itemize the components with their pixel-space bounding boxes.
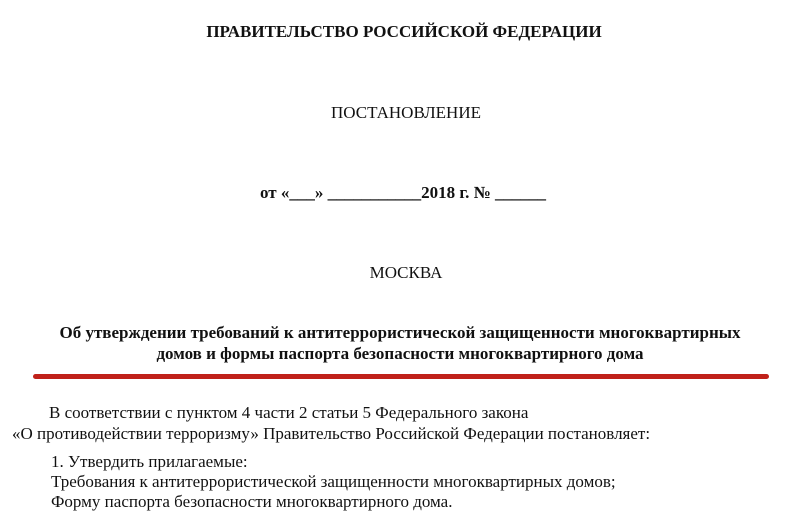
item-1-requirements: Требования к антитеррористической защищенности многоквартирных домов; bbox=[51, 472, 616, 491]
title-line-1: Об утверждении требований к антитеррористической защищенности многоквартирных bbox=[59, 323, 741, 342]
document-title bbox=[15, 322, 785, 364]
government-heading: ПРАВИТЕЛЬСТВО РОССИЙСКОЙ ФЕДЕРАЦИИ bbox=[206, 22, 602, 41]
title-line-2: домов и формы паспорта безопасности многоквартирного дома bbox=[156, 344, 644, 363]
preamble-line-1: В соответствии с пунктом 4 части 2 статьи 5 Федерального закона bbox=[49, 403, 529, 422]
date-number-line: от «___» ___________2018 г. № ______ bbox=[259, 183, 546, 202]
preamble-line-2: «О противодействии терроризму» Правительство Российской Федерации постановляет: bbox=[12, 424, 651, 443]
red-underline-highlight bbox=[33, 374, 769, 379]
item-1-heading: 1. Утвердить прилагаемые: bbox=[51, 452, 248, 471]
item-1-passport-form: Форму паспорта безопасности многоквартирного дома. bbox=[51, 492, 453, 511]
city-name: МОСКВА bbox=[369, 263, 443, 282]
document-type: ПОСТАНОВЛЕНИЕ bbox=[330, 103, 481, 122]
